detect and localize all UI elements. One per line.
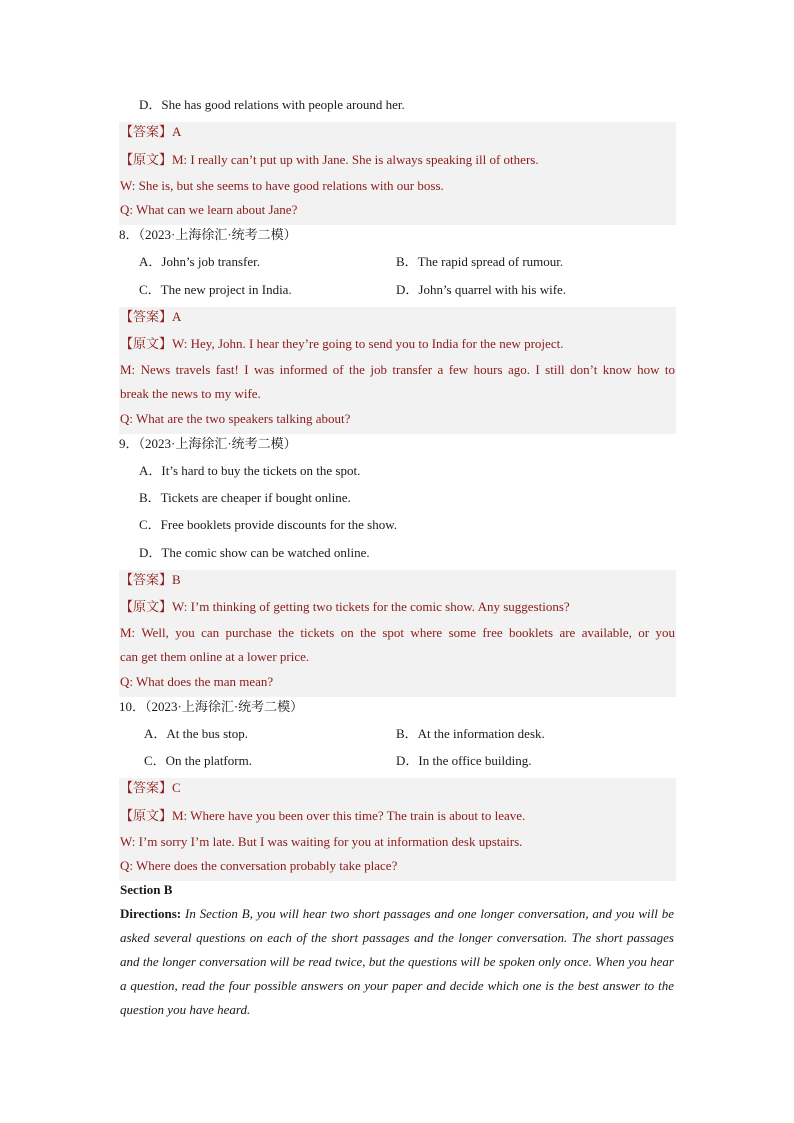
directions-label: Directions: <box>120 906 182 921</box>
q10-option-c: C．On the platform. <box>144 753 252 768</box>
q8-option-a: A．John’s job transfer. <box>139 254 260 269</box>
q9-answer-box <box>119 570 676 697</box>
q7-script-line: Q: What can we learn about Jane? <box>120 202 298 217</box>
q7-script-line: 【原文】M: I really can’t put up with Jane. She is always speaking ill of others. <box>120 152 539 167</box>
q10-script-line: 【原文】M: Where have you been over this time? The train is about to leave. <box>120 808 526 823</box>
q10-heading: 10．（2023·上海徐汇·统考二模） <box>119 699 304 714</box>
q7-option-d: D．She has good relations with people around her. <box>139 97 405 112</box>
q10-answer-box <box>119 778 676 881</box>
q10-option-d: D．In the office building. <box>396 753 532 768</box>
q7-script-line: W: She is, but she seems to have good relations with our boss. <box>120 178 444 193</box>
q9-option-b: B．Tickets are cheaper if bought online. <box>139 490 351 505</box>
q10-option-a: A．At the bus stop. <box>144 726 249 741</box>
q8-option-c: C．The new project in India. <box>139 282 292 297</box>
directions-text: In Section B, you will hear two short passages and one longer conversation, and you will be asked several questions on each of the short passages and the longer conversation. The short passages and the longer conversation will be read twice, but the questions will be spoken only once. When you hear a question, read the four possible answers on your paper and decide which one is the best answer to the question you have heard. <box>120 906 674 1017</box>
q9-script-line: Q: What does the man mean? <box>120 674 274 689</box>
q8-answer-box <box>119 307 676 434</box>
q10-option-b: B．At the information desk. <box>396 726 545 741</box>
q9-script-line: M: Well, you can purchase the tickets on the spot where some free booklets are available, or you <box>120 625 675 640</box>
q10-answer: 【答案】C <box>120 780 181 795</box>
q9-script-line: can get them online at a lower price. <box>120 649 310 664</box>
q8-script-line: 【原文】W: Hey, John. I hear they’re going to send you to India for the new project. <box>120 336 564 351</box>
q10-script-line: Q: Where does the conversation probably take place? <box>120 858 398 873</box>
q7-answer-box <box>119 122 676 225</box>
q9-option-a: A．It’s hard to buy the tickets on the spot. <box>139 463 361 478</box>
q9-option-d: D．The comic show can be watched online. <box>139 545 370 560</box>
q8-script-line: M: News travels fast! I was informed of the job transfer a few hours ago. I still don’t know how to <box>120 362 675 377</box>
q8-option-b: B．The rapid spread of rumour. <box>396 254 564 269</box>
section-b-directions <box>120 902 674 1022</box>
q9-script-line: 【原文】W: I’m thinking of getting two tickets for the comic show. Any suggestions? <box>120 599 570 614</box>
q9-option-c: C．Free booklets provide discounts for the show. <box>139 517 398 532</box>
q9-heading: 9．（2023·上海徐汇·统考二模） <box>119 436 297 451</box>
q8-answer: 【答案】A <box>120 309 182 324</box>
section-b-title: Section B <box>120 882 173 897</box>
q8-script-line: Q: What are the two speakers talking about? <box>120 411 351 426</box>
q9-answer: 【答案】B <box>120 572 181 587</box>
q8-option-d: D．John’s quarrel with his wife. <box>396 282 567 297</box>
q8-script-line: break the news to my wife. <box>120 386 261 401</box>
q10-script-line: W: I’m sorry I’m late. But I was waiting for you at information desk upstairs. <box>120 834 523 849</box>
q7-answer: 【答案】A <box>120 124 182 139</box>
q8-heading: 8．（2023·上海徐汇·统考二模） <box>119 227 297 242</box>
